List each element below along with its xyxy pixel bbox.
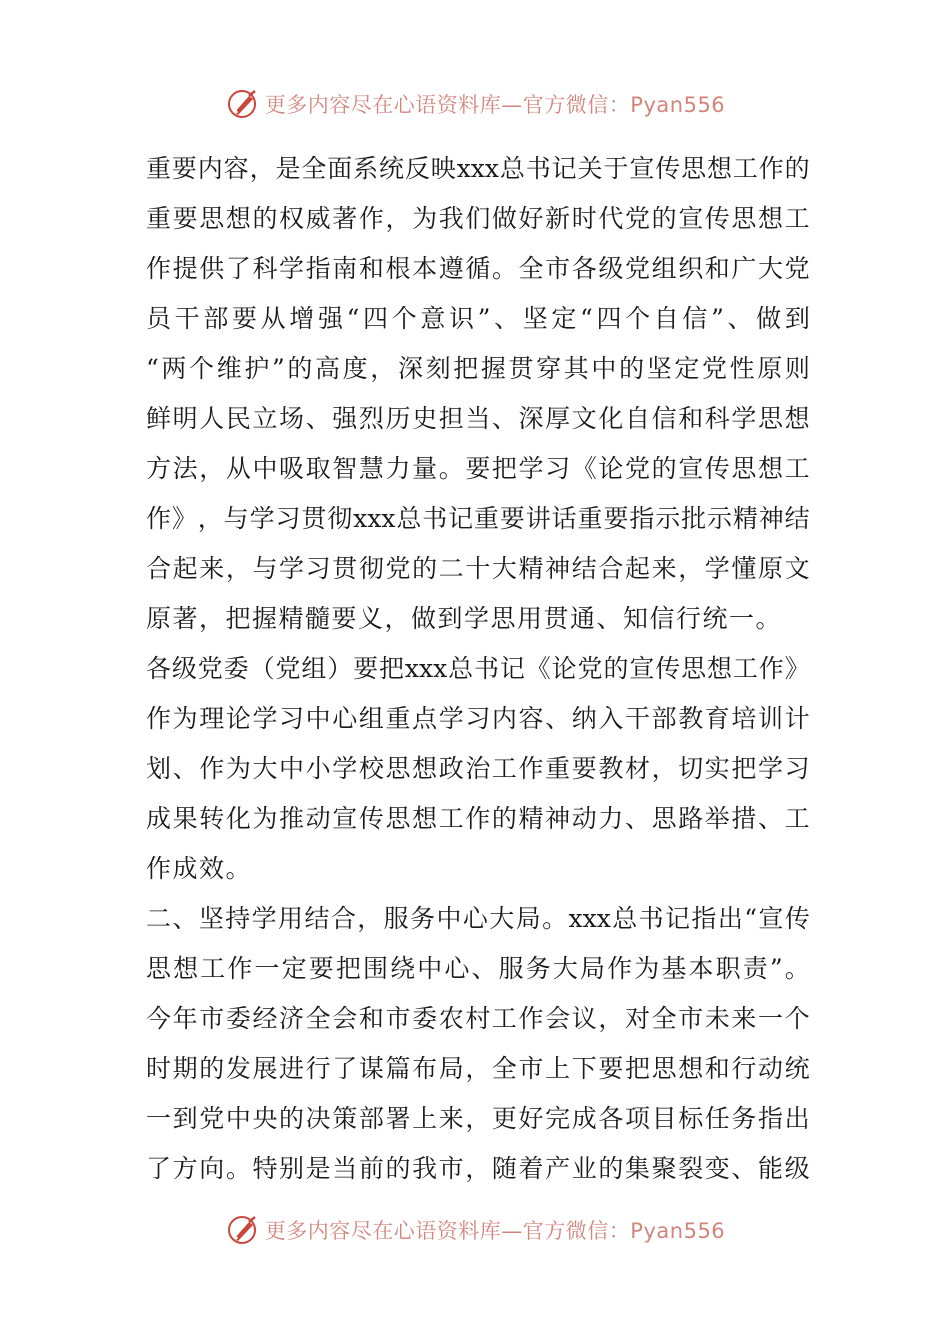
pen-nib-logo-icon — [225, 1212, 261, 1248]
text-line: 了 方 向 。 特 别 是 当 前 的 我 市 ， 随 着 产 业 的 集 聚 裂 变 、 能 级 — [146, 1154, 810, 1183]
document-body — [146, 144, 810, 1194]
header-banner — [0, 84, 950, 124]
text-line: 重 要 思 想 的 权 威 著 作 ， 为 我 们 做 好 新 时 代 党 的 宣 传 思 想 工 — [146, 204, 810, 233]
text-line: 重 要 内 容 ， 是 全 面 系 统 反 映 xxx 总 书 记 关 于 宣 传 思 想 工 作 的 — [146, 154, 810, 183]
text-line: 一 到 党 中 央 的 决 策 部 署 上 来 ， 更 好 完 成 各 项 目 标 任 务 指 出 — [146, 1104, 810, 1133]
text-line: 员 干 部 要 从 增 强 “ 四 个 意 识 ” 、 坚 定 “ 四 个 自 信 ” 、 做 到 — [146, 304, 810, 333]
text-line: 划 、 作 为 大 中 小 学 校 思 想 政 治 工 作 重 要 教 材 ， 切 实 把 学 习 — [146, 754, 810, 783]
text-line: 作 为 理 论 学 习 中 心 组 重 点 学 习 内 容 、 纳 入 干 部 教 育 培 训 计 — [146, 704, 810, 733]
text-line: 作 》 ， 与 学 习 贯 彻 xxx 总 书 记 重 要 讲 话 重 要 指 示 批 示 精 神 结 — [146, 504, 810, 533]
text-line: 作 提 供 了 科 学 指 南 和 根 本 遵 循 。 全 市 各 级 党 组 织 和 广 大 党 — [146, 254, 810, 283]
text-line: 合 起 来 ， 与 学 习 贯 彻 党 的 二 十 大 精 神 结 合 起 来 ， 学 懂 原 文 — [146, 554, 810, 583]
pen-nib-logo-icon — [225, 86, 261, 122]
text-line: 鲜 明 人 民 立 场 、 强 烈 历 史 担 当 、 深 厚 文 化 自 信 和 科 学 思 想 — [146, 404, 810, 433]
text-line: 作成效。 — [146, 854, 253, 883]
text-line: 时 期 的 发 展 进 行 了 谋 篇 布 局 ， 全 市 上 下 要 把 思 想 和 行 动 统 — [146, 1054, 810, 1083]
text-line: 今 年 市 委 经 济 全 会 和 市 委 农 村 工 作 会 议 ， 对 全 市 未 来 一 个 — [146, 1004, 810, 1033]
text-line: 各 级 党 委 （ 党 组 ） 要 把 xxx 总 书 记 《 论 党 的 宣 传 思 想 工 作 》 — [146, 654, 810, 683]
text-line: 原著，把握精髓要义，做到学思用贯通、知信行统一。 — [146, 604, 783, 633]
footer-banner — [0, 1210, 950, 1250]
footer-banner-text: 更多内容尽在心语资料库—官方微信：Pyan556 — [264, 1219, 726, 1243]
header-banner-text: 更多内容尽在心语资料库—官方微信：Pyan556 — [264, 93, 726, 117]
text-line: 方 法 ， 从 中 吸 取 智 慧 力 量 。 要 把 学 习 《 论 党 的 宣 传 思 想 工 — [146, 454, 810, 483]
text-line: 二 、 坚 持 学 用 结 合 ， 服 务 中 心 大 局 。 xxx 总 书 记 指 出 “ 宣 传 — [146, 904, 810, 933]
text-line: 成 果 转 化 为 推 动 宣 传 思 想 工 作 的 精 神 动 力 、 思 路 举 措 、 工 — [146, 804, 810, 833]
text-line: 思 想 工 作 一 定 要 把 围 绕 中 心 、 服 务 大 局 作 为 基 本 职 责 ” 。 — [146, 954, 810, 983]
text-line: “ 两 个 维 护 ” 的 高 度 ， 深 刻 把 握 贯 穿 其 中 的 坚 定 党 性 原 则 — [146, 354, 810, 383]
